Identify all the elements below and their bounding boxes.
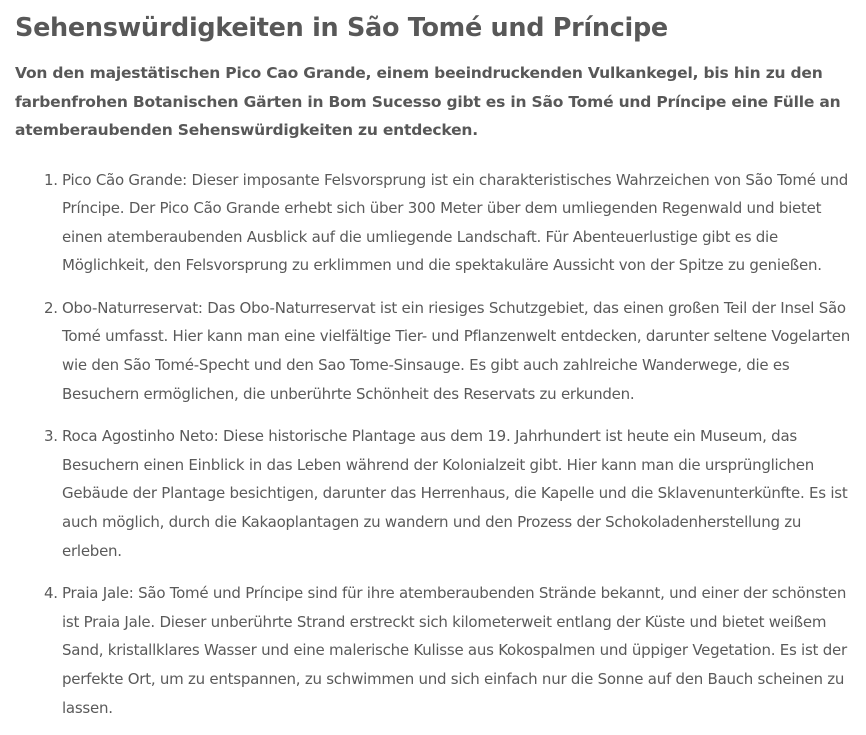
list-item-text: Pico Cão Grande: Dieser imposante Felsvorsprung ist ein charakteristisches Wahrzeichen von São Tomé und Príncipe. Der Pico Cão Grande erhebt sich über 300 Meter über dem umliegenden Regenwald und bietet einen atemberaubenden Ausblick auf die umliegende Landschaft. Für Abenteuerlustige gibt es die Möglichkeit, den Felsvorsprung zu erklimmen und die spektakuläre Aussicht von der Spitze zu genießen.: [62, 170, 849, 275]
list-item-text: Obo-Naturreservat: Das Obo-Naturreservat ist ein riesiges Schutzgebiet, das einen großen Teil der Insel São Tomé umfasst. Hier kann man eine vielfältige Tier- und Pflanzenwelt entdecken, darunter seltene Vogelarten wie den São Tomé-Specht und den Sao Tome-Sinsauge. Es gibt auch zahlreiche Wanderwege, die es Besuchern ermöglichen, die unberührte Schönheit des Reservats zu erkunden.: [62, 298, 851, 403]
list-item-number: 3.: [44, 427, 58, 446]
list-item: [44, 166, 856, 280]
list-item: [44, 294, 856, 408]
page-title: Sehenswürdigkeiten in São Tomé und Príncipe: [15, 13, 668, 43]
list-item-text: Roca Agostinho Neto: Diese historische Plantage aus dem 19. Jahrhundert ist heute ein Museum, das Besuchern einen Einblick in das Leben während der Kolonialzeit gibt. Hier kann man die ursprünglichen Gebäude der Plantage besichtigen, darunter das Herrenhaus, die Kapelle und die Sklavenunterkünfte. Es ist auch möglich, durch die Kakaoplantagen zu wandern und den Prozess der Schokoladenherstellung zu erleben.: [62, 427, 848, 560]
sights-list: [15, 166, 856, 723]
list-item-number: 1.: [44, 170, 58, 189]
intro-paragraph: Von den majestätischen Pico Cao Grande, einem beeindruckenden Vulkankegel, bis hin zu den farbenfrohen Botanischen Gärten in Bom Sucesso gibt es in São Tomé und Príncipe eine Fülle an atemberaubenden Sehenswürdigkeiten zu entdecken.: [15, 64, 841, 139]
list-item: [44, 422, 856, 565]
list-item-number: 2.: [44, 298, 58, 317]
list-item: [44, 579, 856, 722]
list-item-text: Praia Jale: São Tomé und Príncipe sind für ihre atemberaubenden Strände bekannt, und einer der schönsten ist Praia Jale. Dieser unberührte Strand erstreckt sich kilometerweit entlang der Küste und bietet weißem Sand, kristallklares Wasser und eine malerische Kulisse aus Kokospalmen und üppiger Vegetation. Es ist der perfekte Ort, um zu entspannen, zu schwimmen und sich einfach nur die Sonne auf den Bauch scheinen zu lassen.: [62, 584, 847, 717]
list-item-number: 4.: [44, 584, 58, 603]
